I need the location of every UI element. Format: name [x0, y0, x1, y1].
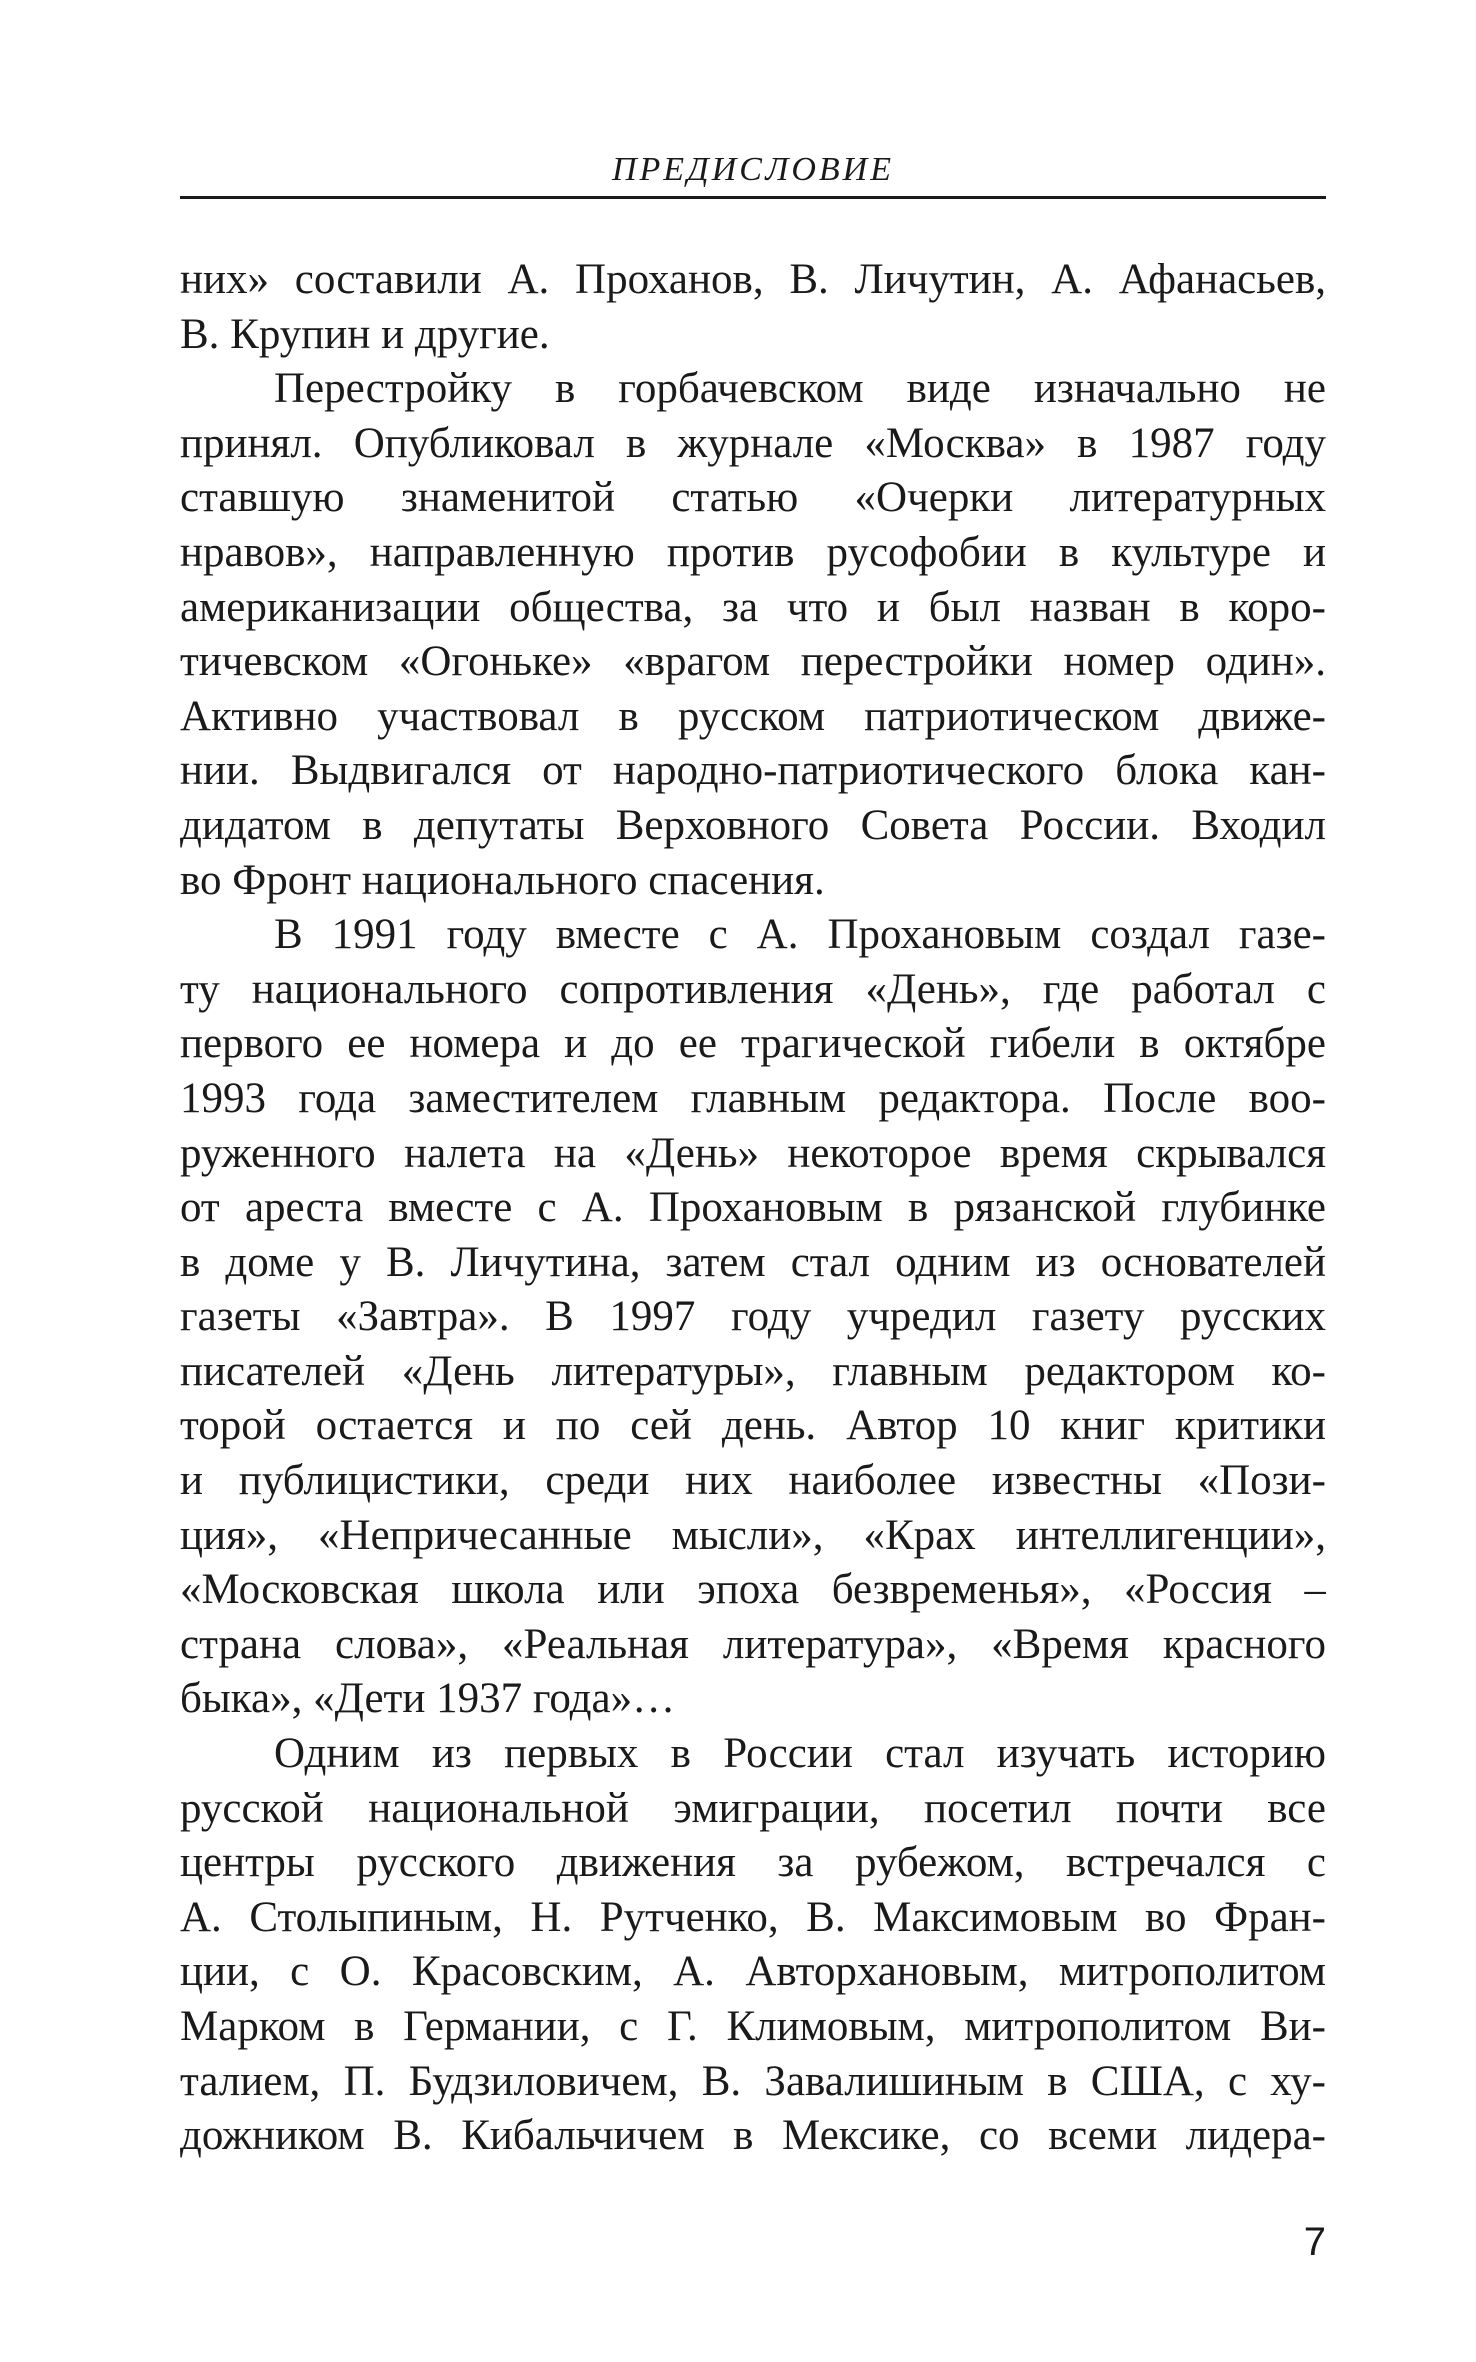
- text-line: дожником В. Кибальчичем в Мексике, со всеми лидера-: [180, 2112, 1326, 2160]
- text-line: центры русского движения за рубежом, встречался с: [180, 1839, 1326, 1887]
- text-line: В. Крупин и другие.: [180, 310, 550, 358]
- page-number: 7: [1303, 2220, 1326, 2264]
- text-line: газеты «Завтра». В 1997 году учредил газету русских: [180, 1293, 1326, 1341]
- text-line: принял. Опубликовал в журнале «Москва» в 1987 году: [180, 419, 1326, 467]
- text-line: ция», «Непричесанные мысли», «Крах интеллигенции»,: [180, 1511, 1326, 1559]
- text-line: руженного налета на «День» некоторое время скрывался: [180, 1129, 1326, 1177]
- text-line: «Московская школа или эпоха безвременья», «Россия –: [180, 1566, 1326, 1614]
- text-line: американизации общества, за что и был назван в коро-: [180, 583, 1326, 631]
- text-line: первого ее номера и до ее трагической гибели в октябре: [180, 1020, 1326, 1068]
- text-line: во Фронт национального спасения.: [180, 856, 825, 904]
- text-line: от ареста вместе с А. Прохановым в рязанской глубинке: [180, 1184, 1326, 1232]
- text-line: торой остается и по сей день. Автор 10 книг критики: [180, 1402, 1326, 1450]
- text-line: Активно участвовал в русском патриотическом движе-: [180, 692, 1326, 740]
- running-head: ПРЕДИСЛОВИЕ: [611, 151, 895, 188]
- text-line: них» составили А. Проханов, В. Личутин, А. Афанасьев,: [180, 256, 1326, 303]
- text-line: Марком в Германии, с Г. Климовым, митрополитом Ви-: [180, 2003, 1326, 2050]
- text-line: страна слова», «Реальная литература», «Время красного: [180, 1620, 1326, 1668]
- text-line: нии. Выдвигался от народно-патриотического блока кан-: [180, 747, 1326, 795]
- text-line: ставшую знаменитой статью «Очерки литературных: [180, 474, 1326, 522]
- text-line: и публицистики, среди них наиболее известны «Пози-: [180, 1457, 1326, 1505]
- text-line: русской национальной эмиграции, посетил почти все: [180, 1784, 1326, 1832]
- text-line: ту национального сопротивления «День», где работал с: [180, 965, 1326, 1013]
- text-line: талием, П. Будзиловичем, В. Завалишиным в США, с ху-: [180, 2057, 1326, 2105]
- text-line: тичевском «Огоньке» «врагом перестройки номер один».: [180, 638, 1326, 686]
- text-line: А. Столыпиным, Н. Рутченко, В. Максимовым во Фран-: [180, 1893, 1326, 1941]
- text-line: ции, с О. Красовским, А. Авторхановым, митрополитом: [180, 1948, 1326, 1996]
- text-line: 1993 года заместителем главным редактора. После воо-: [180, 1074, 1326, 1122]
- text-line: в доме у В. Личутина, затем стал одним из основателей: [180, 1238, 1326, 1286]
- text-line: дидатом в депутаты Верховного Совета России. Входил: [180, 801, 1326, 849]
- header-rule: [180, 196, 1326, 199]
- text-line: Перестройку в горбачевском виде изначально не: [274, 365, 1326, 413]
- body-text: [180, 253, 1326, 2164]
- text-line: В 1991 году вместе с А. Прохановым создал газе-: [274, 911, 1326, 959]
- text-line: нравов», направленную против русофобии в культуре и: [180, 528, 1326, 576]
- text-line: писателей «День литературы», главным редактором ко-: [180, 1347, 1326, 1395]
- text-line: быка», «Дети 1937 года»…: [180, 1675, 676, 1723]
- text-line: Одним из первых в России стал изучать историю: [274, 1730, 1326, 1778]
